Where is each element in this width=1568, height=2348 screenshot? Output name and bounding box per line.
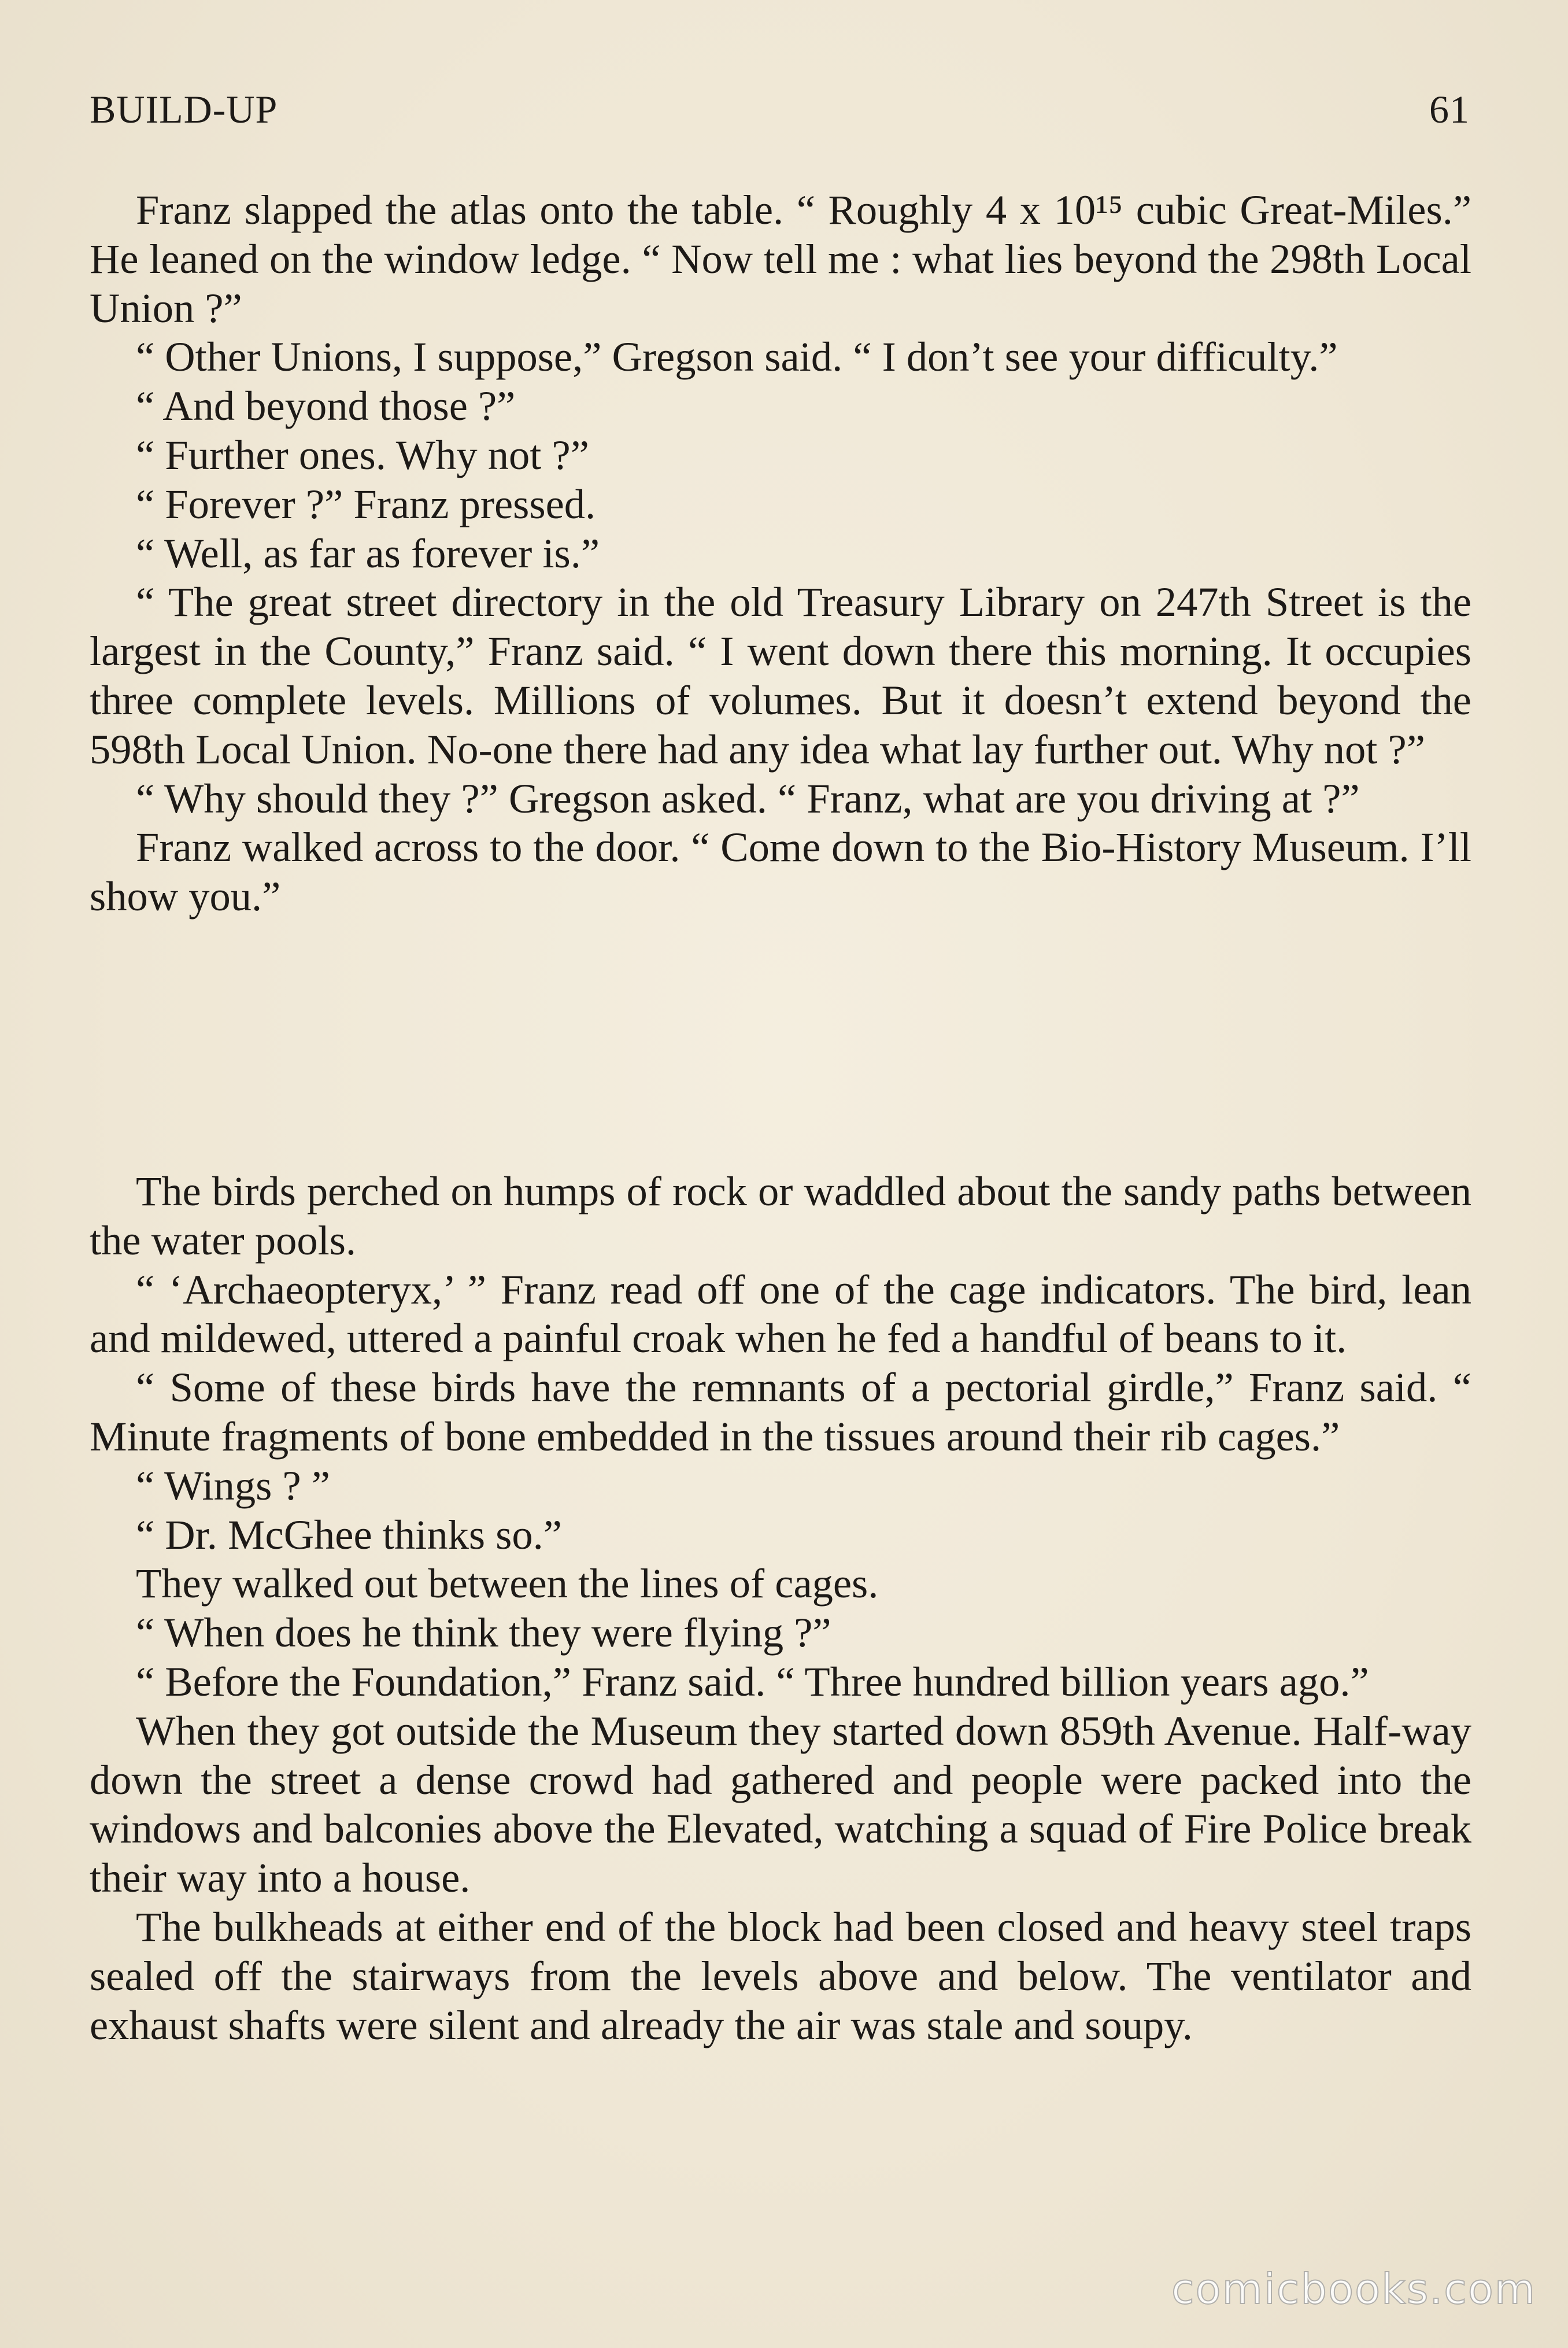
paragraph: When they got outside the Museum they started down 859th Avenue. Half-way down the street a dense crowd had gathered and people were packed into the windows and balconies above the Elevated, watching a squad of Fire Police break their way into a house. bbox=[90, 1707, 1471, 1902]
paragraph: “ Why should they ?” Gregson asked. “ Franz, what are you driving at ?” bbox=[136, 774, 1360, 822]
page-header bbox=[90, 87, 1470, 139]
watermark: comicbooks.com bbox=[1171, 2265, 1536, 2313]
paragraph: “ Forever ?” Franz pressed. bbox=[136, 480, 596, 527]
paragraph: “ Dr. McGhee thinks so.” bbox=[136, 1511, 562, 1558]
paragraph: Franz walked across to the door. “ Come down to the Bio-History Museum. I’ll show you.” bbox=[90, 824, 1471, 920]
page-number: 61 bbox=[1429, 87, 1470, 131]
paragraph: “ Before the Foundation,” Franz said. “ Three hundred billion years ago.” bbox=[136, 1657, 1369, 1705]
text-section-2 bbox=[90, 1167, 1471, 2050]
paragraph: “ ‘Archaeopteryx,’ ” Franz read off one of the cage indicators. The bird, lean and mildewed, uttered a painful croak when he fed a handful of beans to it. bbox=[90, 1265, 1471, 1362]
paragraph: “ Some of these birds have the remnants of a pectorial girdle,” Franz said. “ Minute fragments of bone embedded in the tissues around their rib cages.” bbox=[90, 1364, 1471, 1460]
paragraph: They walked out between the lines of cages. bbox=[136, 1560, 879, 1607]
paragraph: “ When does he think they were flying ?” bbox=[136, 1609, 831, 1656]
paragraph: The birds perched on humps of rock or waddled about the sandy paths between the water pools. bbox=[90, 1168, 1471, 1264]
running-title: BUILD-UP bbox=[90, 87, 278, 131]
paragraph: “ Other Unions, I suppose,” Gregson said. “ I don’t see your difficulty.” bbox=[136, 333, 1338, 381]
paragraph: “ Wings ? ” bbox=[136, 1461, 330, 1509]
paragraph: The bulkheads at either end of the block had been closed and heavy steel traps sealed off the stairways from the levels above and below. The ventilator and exhaust shafts were silent and already the air was stale and soupy. bbox=[90, 1903, 1471, 2048]
paragraph: “ Well, as far as forever is.” bbox=[136, 529, 600, 577]
paragraph: “ Further ones. Why not ?” bbox=[136, 431, 589, 478]
paragraph: “ And beyond those ?” bbox=[136, 382, 516, 430]
paragraph: Franz slapped the atlas onto the table. “ Roughly 4 x 10¹⁵ cubic Great-Miles.” He leaned on the window ledge. “ Now tell me : what lies beyond the 298th Local Union ?” bbox=[90, 186, 1471, 331]
paragraph: “ The great street directory in the old Treasury Library on 247th Street is the largest in the County,” Franz said. “ I went down there this morning. It occupies three complete levels. Millions of volumes. But it doesn’t extend beyond the 598th Local Union. No-one there had any idea what lay further out. Why not ?” bbox=[90, 578, 1471, 773]
text-section-1 bbox=[90, 186, 1471, 921]
